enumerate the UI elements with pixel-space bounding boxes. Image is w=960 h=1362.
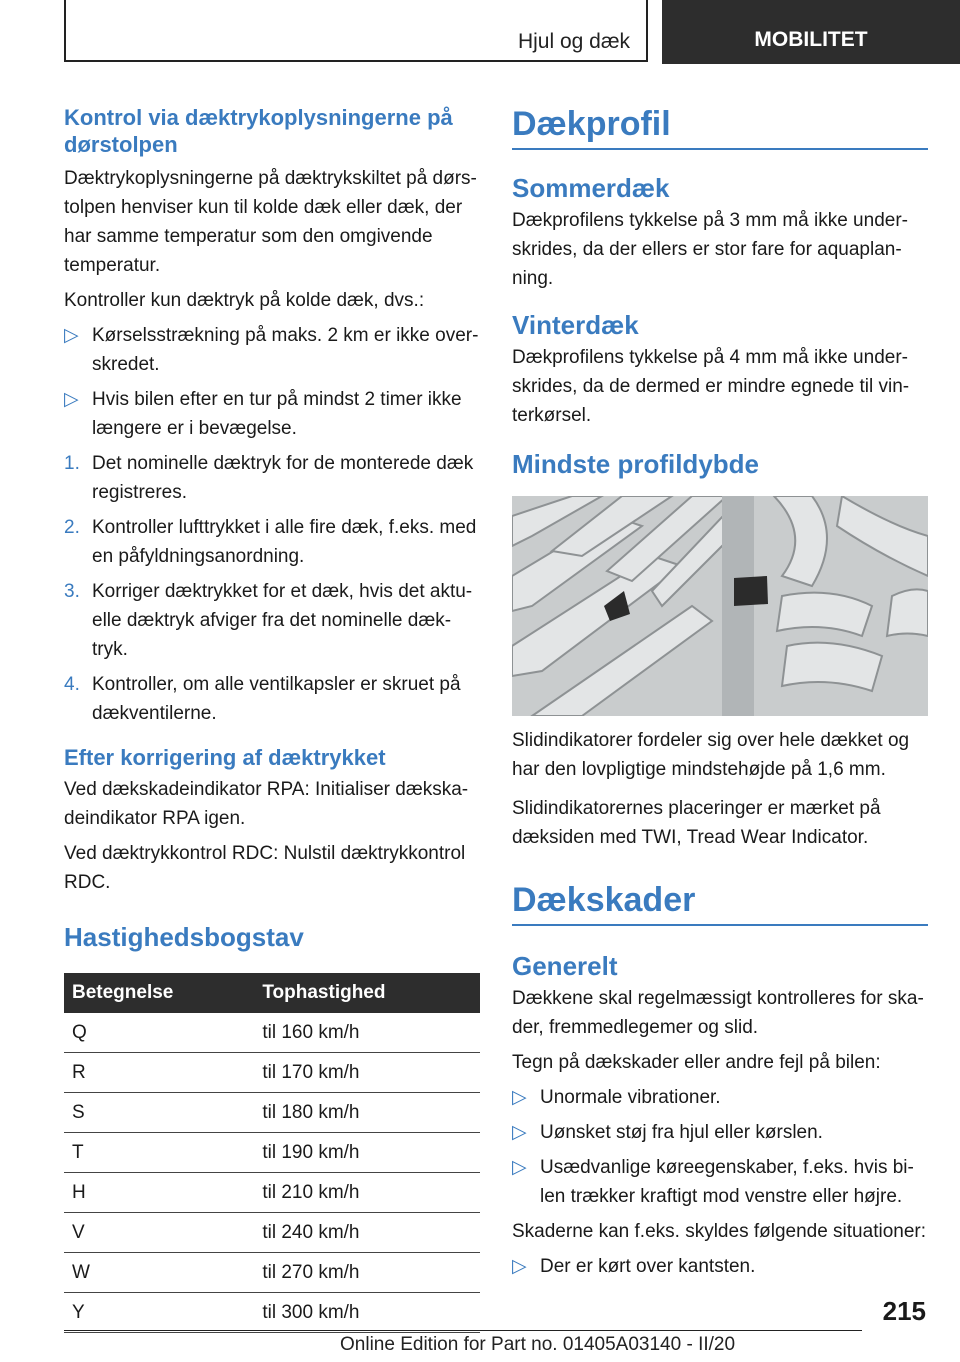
paragraph: Slidindikatorernes placeringer er mærket på dæksiden med TWI, Tread Wear Indicator.	[512, 798, 881, 848]
column-header: Tophastighed	[254, 973, 480, 1013]
heading-tyre-damage: Dækskader	[512, 881, 696, 919]
table-row: Y til 300 km/h	[64, 1293, 480, 1333]
triangle-bullet-icon: ▷	[64, 389, 79, 410]
paragraph: Ved dækskadeindikator RPA: Initialiser dækska-deindikator RPA igen.	[64, 779, 469, 829]
table-row: R til 170 km/h	[64, 1053, 480, 1093]
paragraph: Ved dæktrykkontrol RDC: Nulstil dæktrykkontrol RDC.	[64, 843, 466, 893]
table-row: Q til 160 km/h	[64, 1013, 480, 1053]
table-row: H til 210 km/h	[64, 1173, 480, 1213]
paragraph: Skaderne kan f.eks. skyldes følgende situationer:	[512, 1221, 927, 1242]
triangle-bullet-icon: ▷	[64, 325, 79, 346]
chapter-tab: MOBILITET	[662, 0, 960, 64]
page-number: 215	[882, 1296, 926, 1326]
table-row: T til 190 km/h	[64, 1133, 480, 1173]
left-column	[64, 104, 480, 1333]
heading-winter-tyres: Vinterdæk	[512, 310, 639, 340]
paragraph: Kontroller kun dæktryk på kolde dæk, dvs.:	[64, 290, 425, 311]
list-item: ▷ Unormale vibrationer.	[512, 1083, 928, 1112]
table-row: W til 270 km/h	[64, 1253, 480, 1293]
column-header: Betegnelse	[64, 973, 254, 1013]
paragraph: Dækprofilens tykkelse på 4 mm må ikke under-skrides, da de dermed er mindre egnede til vin-terkørsel.	[512, 347, 910, 426]
table-row: S til 180 km/h	[64, 1093, 480, 1133]
table-row: V til 240 km/h	[64, 1213, 480, 1253]
triangle-bullet-icon: ▷	[512, 1122, 527, 1143]
paragraph: Tegn på dækskader eller andre fejl på bilen:	[512, 1052, 881, 1073]
step-item: 4. Kontroller, om alle ventilkapsler er skruet på dækventilerne.	[64, 674, 461, 724]
triangle-bullet-icon: ▷	[512, 1087, 527, 1108]
heading-rule	[512, 104, 928, 150]
list-item: ▷ Kørselsstrækning på maks. 2 km er ikke over-skredet.	[64, 321, 480, 379]
paragraph: Dækkene skal regelmæssigt kontrolleres for ska-der, fremmedlegemer og slid.	[512, 988, 924, 1038]
heading-min-tread-depth: Mindste profildybde	[512, 449, 759, 479]
step-item: 2. Kontroller lufttrykket i alle fire dæk, f.eks. med en påfyldningsanordning.	[64, 517, 477, 567]
footer-rule	[64, 1330, 862, 1331]
triangle-bullet-icon: ▷	[512, 1256, 527, 1277]
heading-door-pillar: Kontrol via dæktrykoplysningerne på dørstolpen	[64, 105, 453, 157]
list-item: ▷ Hvis bilen efter en tur på mindst 2 timer ikke længere er i bevægelse.	[64, 385, 480, 443]
list-item: ▷ Usædvanlige køreegenskaber, f.eks. hvis bi-len trækker kraftigt mod venstre eller højre.	[512, 1153, 928, 1211]
paragraph: Slidindikatorer fordeler sig over hele dækket og har den lovpligtige mindstehøjde på 1,6 mm.	[512, 730, 910, 780]
heading-summer-tyres: Sommerdæk	[512, 173, 670, 203]
section-title: Hjul og dæk	[517, 30, 630, 53]
step-item: 3. Korriger dæktrykket for et dæk, hvis det aktu-elle dæktryk afviger fra det nominelle dæk-tryk.	[64, 581, 473, 660]
speed-table	[64, 973, 480, 1333]
footer-edition: Online Edition for Part no. 01405A03140 - II/20	[340, 1334, 736, 1355]
heading-speed-letter: Hastighedsbogstav	[64, 922, 304, 952]
list-item: ▷ Uønsket støj fra hjul eller kørslen.	[512, 1118, 928, 1147]
right-column	[512, 104, 928, 1281]
heading-general: Generelt	[512, 951, 618, 981]
heading-tread-profile: Dækprofil	[512, 105, 671, 143]
triangle-bullet-icon: ▷	[512, 1157, 527, 1178]
paragraph: Dækprofilens tykkelse på 3 mm må ikke under-skrides, da der ellers er stor fare for aquaplan-ning.	[512, 210, 908, 289]
tread-wear-indicator-image	[512, 496, 928, 716]
step-item: 1. Det nominelle dæktryk for de monterede dæk registreres.	[64, 453, 474, 503]
heading-after-correction: Efter korrigering af dæktrykket	[64, 745, 386, 770]
paragraph: Dæktrykoplysningerne på dæktrykskiltet på dørs-tolpen henviser kun til kolde dæk eller dæk, der har samme temperatur som den omgivende temperatur.	[64, 168, 477, 276]
heading-rule	[512, 880, 928, 926]
list-item: ▷ Der er kørt over kantsten.	[512, 1252, 928, 1281]
